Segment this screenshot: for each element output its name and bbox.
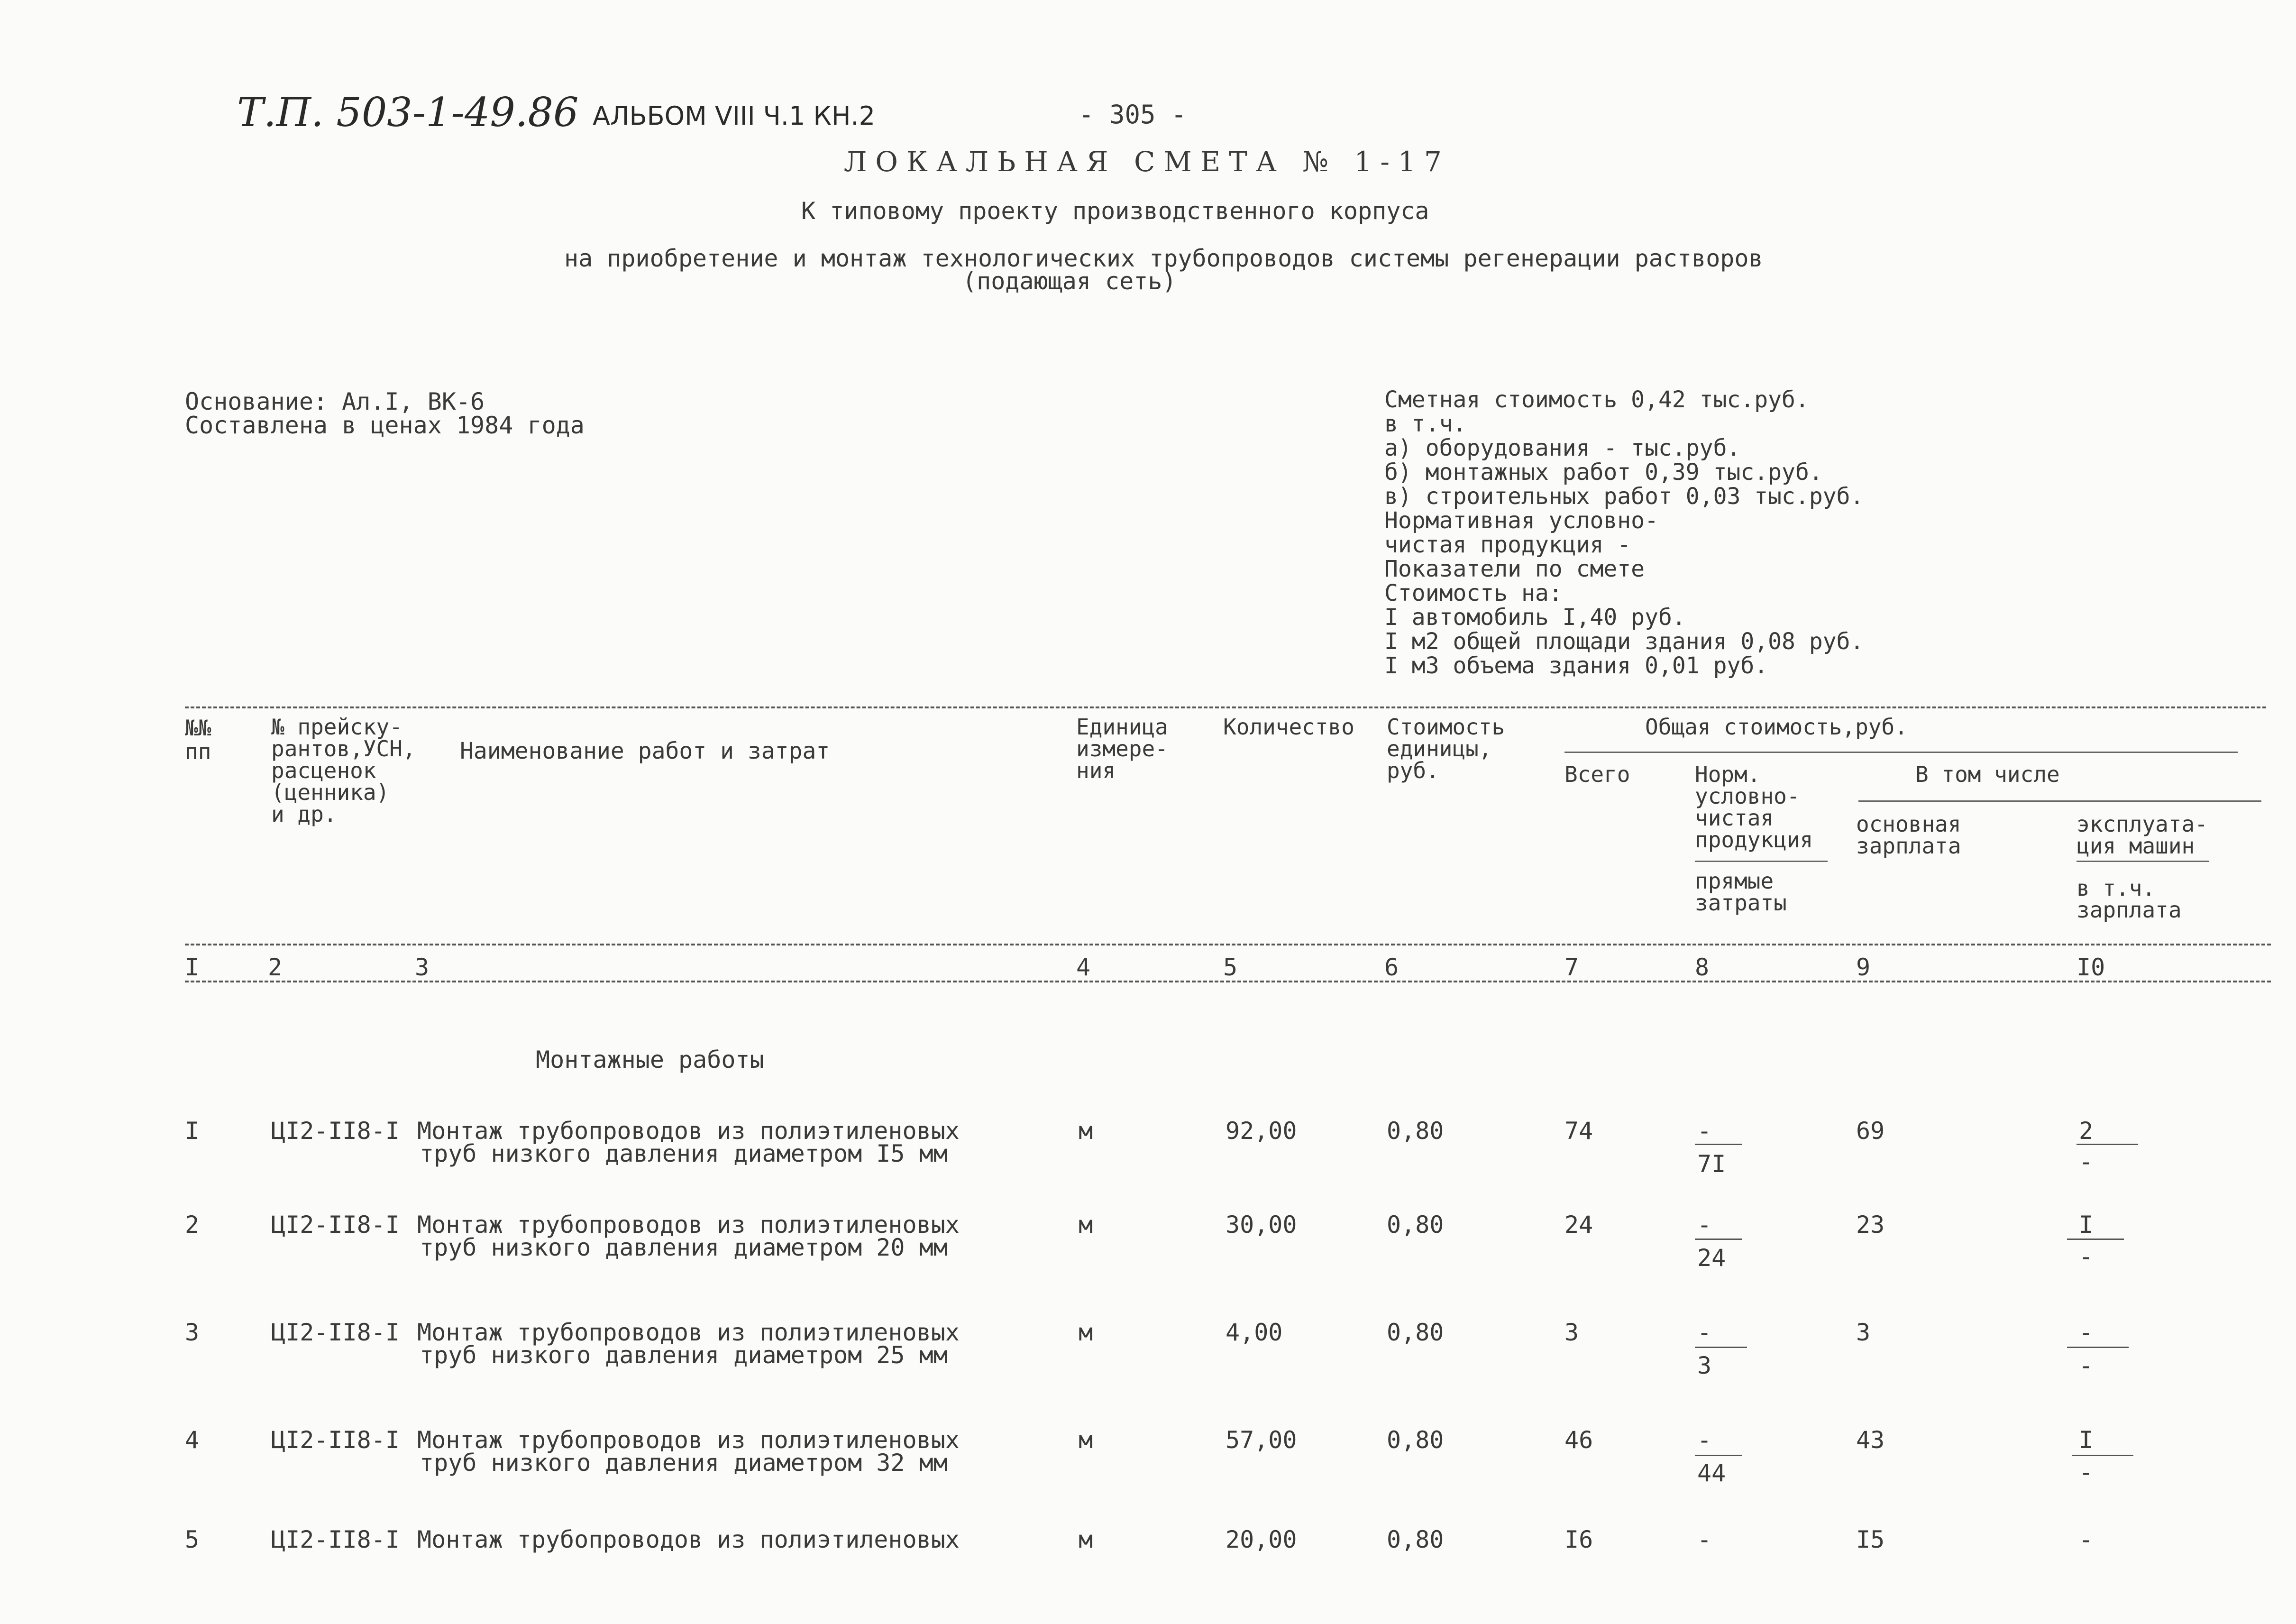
column-number: 7 [1564, 954, 1579, 981]
summary-line: б) монтажных работ 0,39 тыс.руб. [1384, 459, 1823, 486]
col-header-machine-operation: эксплуата- ция машин [2076, 811, 2208, 859]
row-quantity: 92,00 [1226, 1117, 1297, 1145]
col-header-unit-price: Стоимость единицы, руб. [1387, 714, 1505, 783]
row-number: I [185, 1117, 200, 1145]
row-machine-operation: I [2079, 1426, 2094, 1454]
column-number: 6 [1384, 954, 1399, 981]
fraction-rule [2076, 1144, 2138, 1145]
row-price-code: ЦI2-II8-I [271, 1426, 400, 1454]
header-rule [1564, 752, 2238, 753]
col-header-price-code: № прейску- рантов,УСН, расценок (ценника) и др. [271, 714, 416, 827]
row-unit-price: 0,80 [1387, 1426, 1444, 1454]
row-unit-price: 0,80 [1387, 1319, 1444, 1346]
row-total: 3 [1564, 1319, 1579, 1346]
row-work-name-cont: труб низкого давления диаметром 20 мм [420, 1234, 948, 1261]
row-machine-operation: 2 [2079, 1117, 2094, 1145]
row-price-code: ЦI2-II8-I [271, 1319, 400, 1346]
header-rule [1858, 800, 2261, 802]
document-title: ЛОКАЛЬНАЯ СМЕТА № 1-17 [844, 146, 1450, 178]
summary-line: I м2 общей площади здания 0,08 руб. [1384, 628, 1864, 655]
row-quantity: 4,00 [1226, 1319, 1283, 1346]
row-unit: м [1079, 1526, 1093, 1553]
fraction-rule [1695, 1455, 1742, 1456]
row-unit-price: 0,80 [1387, 1117, 1444, 1145]
header-bottom-rule [185, 944, 2271, 945]
row-base-salary: 23 [1856, 1211, 1885, 1239]
cost-summary [1384, 388, 1864, 678]
fraction-rule [2067, 1239, 2124, 1240]
column-number: 4 [1076, 954, 1091, 981]
row-machine-salary: - [2079, 1243, 2094, 1270]
row-total: 74 [1564, 1117, 1593, 1145]
row-unit: м [1079, 1319, 1093, 1346]
fraction-rule [1695, 1239, 1742, 1240]
summary-line: I автомобиль I,40 руб. [1384, 604, 1686, 631]
table-top-rule [185, 706, 2266, 708]
summary-line: Показатели по смете [1384, 556, 1645, 582]
col-header-direct-costs: прямые затраты [1695, 868, 1787, 916]
row-work-name-cont: труб низкого давления диаметром 32 мм [420, 1449, 948, 1477]
section-title: Монтажные работы [536, 1046, 764, 1073]
row-norm-product: - [1697, 1211, 1712, 1239]
column-number: 2 [268, 954, 283, 981]
row-base-salary: 69 [1856, 1117, 1885, 1145]
row-unit-price: 0,80 [1387, 1211, 1444, 1239]
purpose-subline: (подающая сеть) [962, 267, 1177, 295]
fraction-rule [2072, 1455, 2133, 1456]
header-rule [2076, 861, 2209, 862]
column-number: 5 [1223, 954, 1238, 981]
row-quantity: 57,00 [1226, 1426, 1297, 1454]
row-base-salary: 43 [1856, 1426, 1885, 1454]
row-machine-operation: - [2079, 1526, 2094, 1553]
header-rule [1695, 861, 1828, 862]
row-machine-salary: - [2079, 1459, 2094, 1486]
row-work-name: Монтаж трубопроводов из полиэтиленовых [417, 1117, 960, 1145]
row-price-code: ЦI2-II8-I [271, 1211, 400, 1239]
summary-line: Сметная стоимость 0,42 тыс.руб. [1384, 386, 1809, 413]
row-machine-salary: - [2079, 1148, 2094, 1175]
row-norm-product: - [1697, 1117, 1712, 1145]
row-direct-costs: 24 [1697, 1244, 1726, 1272]
row-machine-salary: - [2079, 1352, 2094, 1379]
row-machine-operation: I [2079, 1211, 2094, 1239]
column-number: I0 [2076, 954, 2105, 981]
row-machine-operation: - [2079, 1319, 2094, 1346]
fraction-rule [1695, 1347, 1747, 1348]
summary-line: в т.ч. [1384, 411, 1467, 437]
col-header-number: №№ пп [185, 715, 211, 764]
row-price-code: ЦI2-II8-I [271, 1117, 400, 1145]
row-direct-costs: 7I [1697, 1150, 1726, 1178]
row-work-name: Монтаж трубопроводов из полиэтиленовых [417, 1319, 960, 1346]
col-header-total: Всего [1564, 762, 1630, 787]
row-work-name-cont: труб низкого давления диаметром I5 мм [420, 1140, 948, 1167]
summary-line: Нормативная условно- [1384, 507, 1658, 534]
row-quantity: 30,00 [1226, 1211, 1297, 1239]
row-unit: м [1079, 1426, 1093, 1454]
column-number: 8 [1695, 954, 1710, 981]
row-unit: м [1079, 1211, 1093, 1239]
basis-line: Основание: Ал.I, ВК-6 [185, 388, 485, 415]
document-subtitle: К типовому проекту производственного корпуса [801, 197, 1429, 225]
col-header-work-name: Наименование работ и затрат [460, 738, 830, 764]
row-price-code: ЦI2-II8-I [271, 1526, 400, 1553]
column-numbers-rule [185, 981, 2271, 982]
row-norm-product: - [1697, 1426, 1712, 1454]
row-direct-costs: 44 [1697, 1459, 1726, 1487]
row-work-name: Монтаж трубопроводов из полиэтиленовых [417, 1526, 960, 1553]
col-header-including: В том числе [1915, 762, 2060, 787]
row-number: 5 [185, 1526, 200, 1553]
row-number: 3 [185, 1319, 200, 1346]
page-number: - 305 - [1079, 100, 1187, 129]
col-header-norm-product: Норм. условно- чистая продукция [1695, 762, 1813, 853]
row-direct-costs: 3 [1697, 1352, 1712, 1379]
row-norm-product: - [1697, 1526, 1712, 1553]
row-work-name-cont: труб низкого давления диаметром 25 мм [420, 1341, 948, 1369]
summary-line: в) строительных работ 0,03 тыс.руб. [1384, 483, 1864, 510]
col-header-unit: Единица измере- ния [1076, 714, 1168, 783]
row-work-name: Монтаж трубопроводов из полиэтиленовых [417, 1211, 960, 1239]
col-header-total-cost: Общая стоимость,руб. [1645, 714, 1908, 740]
purpose-line: на приобретение и монтаж технологических трубопроводов системы регенерации растворов [564, 245, 1763, 272]
row-total: 46 [1564, 1426, 1593, 1454]
price-level-line: Составлена в ценах 1984 года [185, 412, 585, 439]
tp-number: Т.П. 503-1-49.86 [237, 89, 579, 136]
summary-line: I м3 объема здания 0,01 руб. [1384, 652, 1768, 679]
row-number: 2 [185, 1211, 200, 1239]
row-number: 4 [185, 1426, 200, 1454]
row-base-salary: 3 [1856, 1319, 1871, 1346]
column-number: 3 [415, 954, 430, 981]
row-unit: м [1079, 1117, 1093, 1145]
fraction-rule [1695, 1144, 1742, 1145]
fraction-rule [2067, 1347, 2129, 1348]
summary-line: Стоимость на: [1384, 580, 1563, 606]
row-total: 24 [1564, 1211, 1593, 1239]
row-total: I6 [1564, 1526, 1593, 1553]
album-label: АЛЬБОМ VIII Ч.1 КН.2 [593, 101, 875, 131]
row-work-name: Монтаж трубопроводов из полиэтиленовых [417, 1426, 960, 1454]
col-header-quantity: Количество [1223, 714, 1354, 740]
row-quantity: 20,00 [1226, 1526, 1297, 1553]
col-header-base-salary: основная зарплата [1856, 811, 1961, 859]
column-number: I [185, 954, 200, 981]
summary-line: а) оборудования - тыс.руб. [1384, 435, 1741, 461]
row-unit-price: 0,80 [1387, 1526, 1444, 1553]
row-norm-product: - [1697, 1319, 1712, 1346]
col-header-incl-salary: в т.ч. зарплата [2076, 875, 2182, 923]
column-number: 9 [1856, 954, 1871, 981]
summary-line: чистая продукция - [1384, 532, 1631, 558]
row-base-salary: I5 [1856, 1526, 1885, 1553]
